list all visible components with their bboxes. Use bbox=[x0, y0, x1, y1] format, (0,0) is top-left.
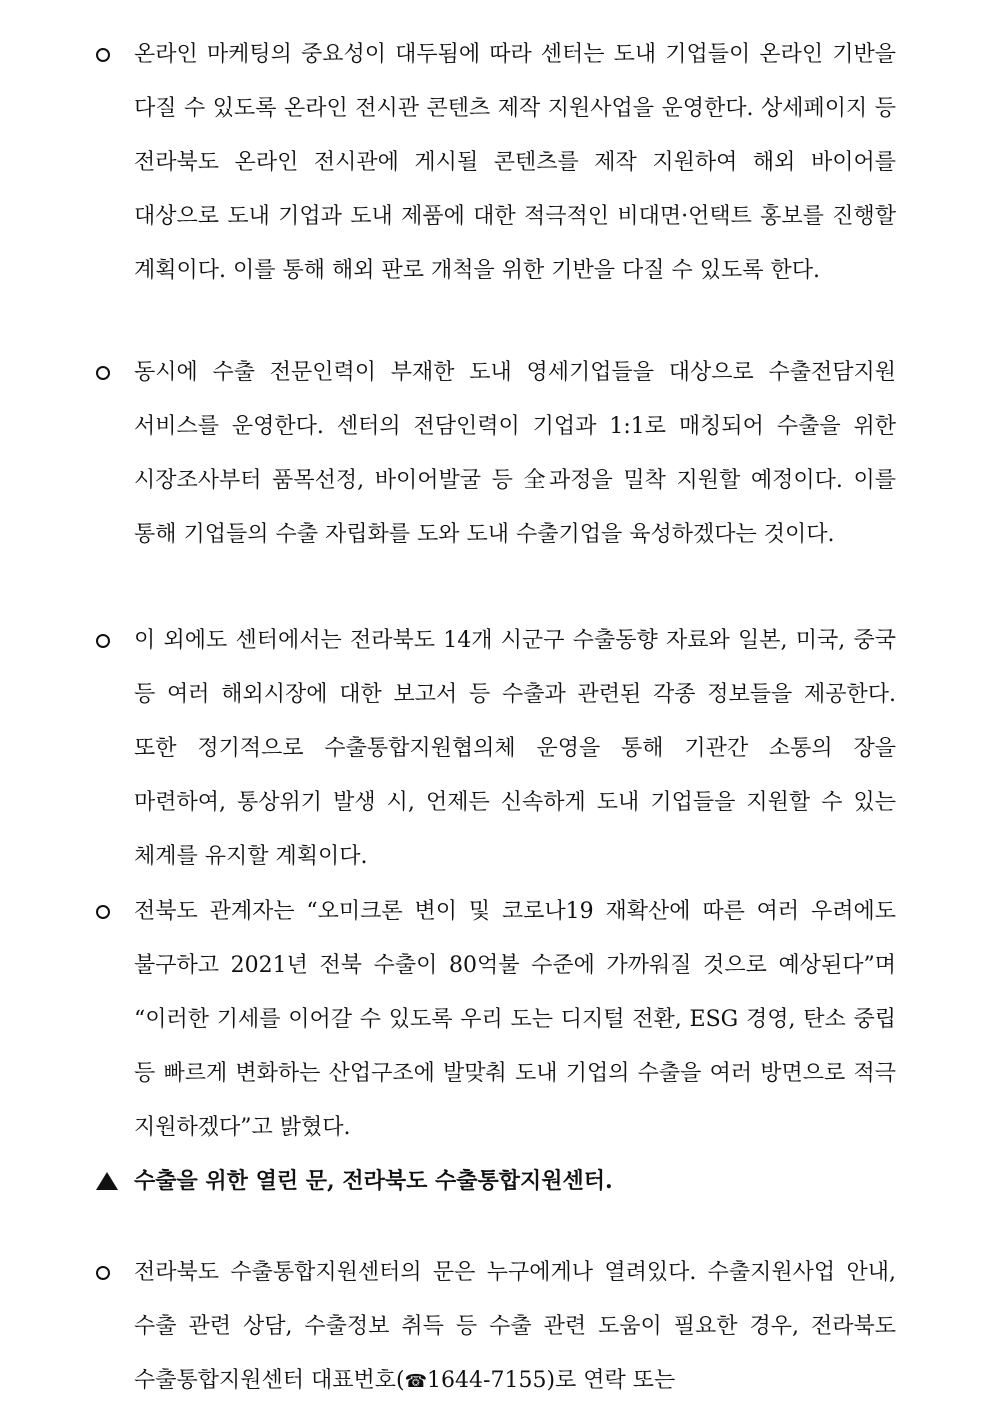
phone-number: 1644-7155 bbox=[427, 1368, 547, 1393]
paragraph-export-support-service bbox=[96, 346, 896, 562]
circle-bullet-icon bbox=[96, 614, 122, 668]
phone-icon: ☎ bbox=[404, 1371, 428, 1392]
heading-text: 수출을 위한 열린 문, 전라북도 수출통합지원센터. bbox=[134, 1168, 613, 1194]
contact-text-after: )로 연락 또는 bbox=[546, 1368, 676, 1393]
paragraph-text: 전북도 관계자는 “오미크론 변이 및 코로나19 재확산에 따른 여러 우려에도 불구하고 2021년 전북 수출이 80억불 수준에 가까워질 것으로 예상된다”며 “이러한 기세를 이어갈 수 있도록 우리 도는 디지털 전환, ESG 경영, 탄소 중립 등 빠르게 변화하는 산업구조에 발맞춰 도내 기업의 수출을 여러 방면으로 적극 지원하겠다”고 밝혔다. bbox=[134, 899, 896, 1140]
circle-bullet-icon bbox=[96, 1246, 122, 1300]
circle-bullet-icon bbox=[96, 28, 122, 82]
section-heading bbox=[96, 1154, 896, 1208]
paragraph-text: 동시에 수출 전문인력이 부재한 도내 영세기업들을 대상으로 수출전담지원 서비스를 운영한다. 센터의 전담인력이 기업과 1:1로 매칭되어 수출을 위한 시장조사부터 품목선정, 바이어발굴 등 全과정을 밀착 지원할 예정이다. 이를 통해 기업들의 수출 자립화를 도와 도내 수출기업을 육성하겠다는 것이다. bbox=[134, 360, 896, 547]
paragraph-contact bbox=[96, 1246, 896, 1408]
paragraph-text: 온라인 마케팅의 중요성이 대두됨에 따라 센터는 도내 기업들이 온라인 기반을 다질 수 있도록 온라인 전시관 콘텐츠 제작 지원사업을 운영한다. 상세페이지 등 전라북도 온라인 전시관에 게시될 콘텐츠를 제작 지원하여 해외 바이어를 대상으로 도내 기업과 도내 제품에 대한 적극적인 비대면·언택트 홍보를 진행할 계획이다. 이를 통해 해외 판로 개척을 위한 기반을 다질 수 있도록 한다. bbox=[134, 42, 896, 283]
paragraph-online-marketing bbox=[96, 28, 896, 298]
paragraph-export-information bbox=[96, 614, 896, 884]
paragraph-text bbox=[134, 1246, 896, 1408]
triangle-marker-icon bbox=[96, 1154, 122, 1208]
circle-bullet-icon bbox=[96, 346, 122, 400]
paragraph-text: 이 외에도 센터에서는 전라북도 14개 시군구 수출동향 자료와 일본, 미국, 중국 등 여러 해외시장에 대한 보고서 등 수출과 관련된 각종 정보들을 제공한다. 또한 정기적으로 수출통합지원협의체 운영을 통해 기관간 소통의 장을 마련하여, 통상위기 발생 시, 언제든 신속하게 도내 기업들을 지원할 수 있는 체계를 유지할 계획이다. bbox=[134, 628, 896, 869]
paragraph-official-statement bbox=[96, 885, 896, 1155]
contact-text-before: 전라북도 수출통합지원센터의 문은 누구에게나 열려있다. 수출지원사업 안내, 수출 관련 상담, 수출정보 취득 등 수출 관련 도움이 필요한 경우, 전라북도 수출통합지원센터 대표번호( bbox=[134, 1260, 896, 1393]
circle-bullet-icon bbox=[96, 885, 122, 939]
